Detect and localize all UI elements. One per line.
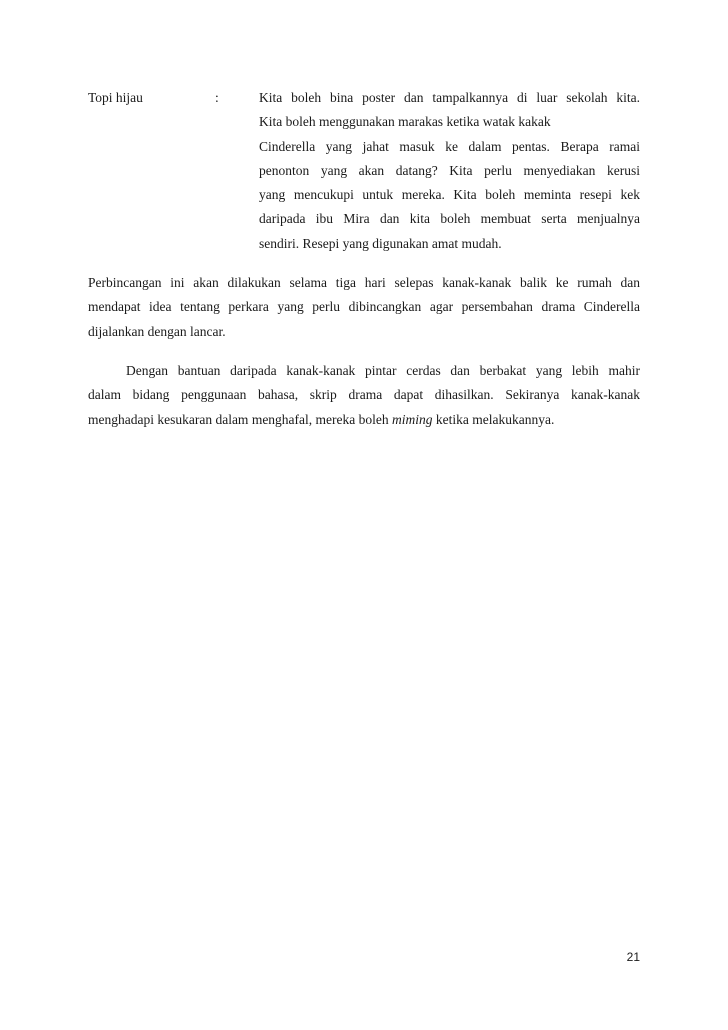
dialogue-line: Cinderella yang jahat masuk ke dalam pentas. Berapa ramai xyxy=(259,138,640,154)
paragraph-script xyxy=(88,359,640,432)
paragraph-line: mendapat idea tentang perkara yang perlu dibincangkan agar persembahan drama Cinderella xyxy=(88,299,640,315)
paragraph-line: dijalankan dengan lancar. xyxy=(88,323,226,339)
dialogue-line: Kita boleh menggunakan marakas ketika watak kakak xyxy=(259,114,551,130)
paragraph-line: Dengan bantuan daripada kanak-kanak pintar cerdas dan berbakat yang lebih mahir xyxy=(126,363,640,378)
dialogue-line: daripada ibu Mira dan kita boleh membuat serta menjualnya xyxy=(259,211,640,227)
paragraph-text: ketika melakukannya. xyxy=(432,411,555,427)
paragraph-line: dalam bidang penggunaan bahasa, skrip drama dapat dihasilkan. Sekiranya kanak-kanak xyxy=(88,387,640,403)
paragraph-discussion xyxy=(88,271,640,344)
page-number: 21 xyxy=(626,950,640,964)
paragraph-line xyxy=(88,408,640,432)
paragraph-line: Perbincangan ini akan dilakukan selama tiga hari selepas kanak-kanak balik ke rumah dan xyxy=(88,275,640,290)
dialogue-line: yang mencukupi untuk mereka. Kita boleh meminta resepi kek xyxy=(259,187,640,203)
speaker-colon: : xyxy=(215,90,219,105)
dialogue-text xyxy=(259,86,640,256)
italic-term: miming xyxy=(392,411,433,427)
dialogue-line: Kita boleh bina poster dan tampalkannya di luar sekolah kita. xyxy=(259,90,640,105)
speaker-name: Topi hijau xyxy=(88,90,143,105)
paragraph-text: menghadapi kesukaran dalam menghafal, mereka boleh xyxy=(88,411,393,427)
dialogue-line: sendiri. Resepi yang digunakan amat mudah. xyxy=(259,235,502,251)
dialogue-line: penonton yang akan datang? Kita perlu menyediakan kerusi xyxy=(259,162,640,178)
